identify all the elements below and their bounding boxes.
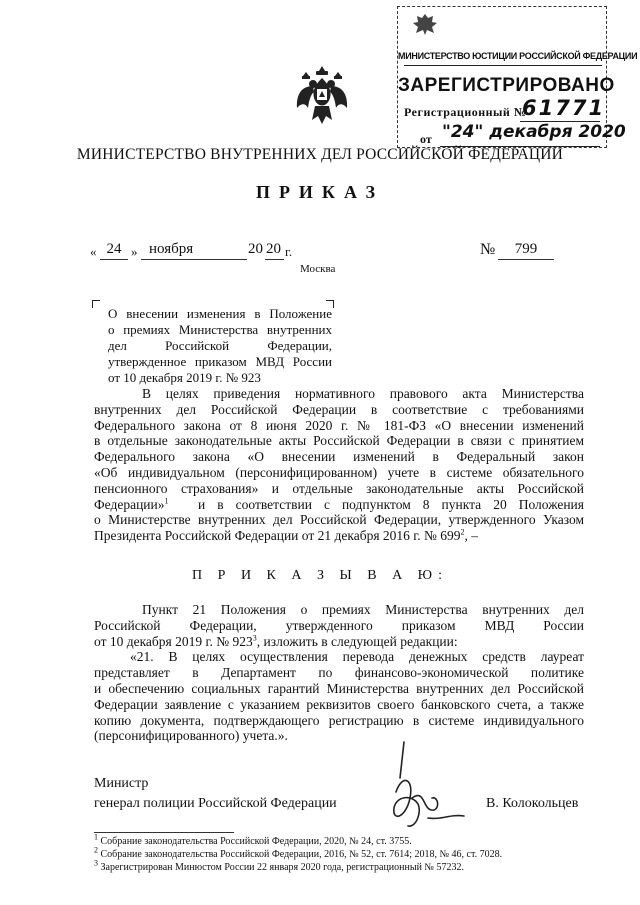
date-day: 24 xyxy=(106,241,122,257)
footnote xyxy=(94,858,464,873)
ministry-name: МИНИСТЕРСТВО ВНУТРЕННИХ ДЕЛ РОССИЙСКОЙ ФЕДЕРАЦИИ xyxy=(76,146,564,163)
preamble-paragraph xyxy=(94,386,584,544)
date-year-suffix: г. xyxy=(285,244,293,259)
order-number: 799 xyxy=(514,241,538,257)
stamp-ministry: МИНИСТЕРСТВО ЮСТИЦИИ РОССИЙСКОЙ ФЕДЕРАЦИИ xyxy=(398,51,638,61)
stamp-date-label: от xyxy=(420,132,432,146)
preamble-fragment xyxy=(94,497,169,513)
stamp-emblem-icon xyxy=(410,11,440,37)
subject-line: о премиях Министерства внутренних xyxy=(108,322,332,337)
footnote-ref: 1 xyxy=(164,496,169,506)
registration-stamp xyxy=(397,6,638,148)
preamble-text: Президента Российской Федерации от 21 декабря 2016 г. № 699 xyxy=(94,528,461,544)
preamble-line: «Об индивидуальном (персонифицированном) учете в системе обязательного xyxy=(94,464,584,480)
preamble-line: о Министерстве внутренних дел Российской Федерации, утвержденного Указом xyxy=(94,512,584,528)
footnote-ref: 2 xyxy=(460,527,465,537)
date-quote-open: « xyxy=(90,244,97,259)
document-type-title: ПРИКАЗ xyxy=(255,182,385,202)
preamble-line: внутренних дел Российской Федерации в соответствие с требованиями xyxy=(94,401,584,417)
subject-corner-top-left xyxy=(92,300,100,308)
order-line xyxy=(94,634,584,650)
preamble-line: Федерального закона от 8 июня 2020 г. № 181-ФЗ «О внесении изменений xyxy=(94,417,584,433)
preamble-line: в отдельные законодательные акты Российской Федерации в связи с принятием xyxy=(94,433,584,449)
order-number-label: № xyxy=(480,241,496,258)
preamble-fragment: и в соответствии с подпунктом 8 пункта 20 Положения xyxy=(198,496,584,512)
preamble-line: В целях приведения нормативного правового акта Министерства xyxy=(142,386,584,401)
footnote xyxy=(94,845,503,860)
order-line: Российской Федерации, утвержденного приказом МВД России xyxy=(94,617,584,633)
signatory-title: Министр xyxy=(94,776,149,791)
footnote-text: Собрание законодательства Российской Федерации, 2016, № 52, ст. 7614; 2018, № 46, ст. 7028. xyxy=(100,849,503,860)
date-quote-close: » xyxy=(131,244,138,259)
stamp-date-value: "24" декабря 2020 xyxy=(442,122,626,142)
date-year-underline xyxy=(265,259,284,260)
quote-line: «21. В целях осуществления перевода денежных средств лауреат xyxy=(130,649,584,665)
order-paragraph xyxy=(94,602,584,744)
quote-line: Федерации заявление с указанием реквизитов своего банковского счета, а также xyxy=(94,696,584,712)
coat-of-arms-icon xyxy=(294,64,350,126)
footnote-text: Собрание законодательства Российской Федерации, 2020, № 24, ст. 3755. xyxy=(100,836,412,847)
preamble-line: Федерального закона «О внесении изменений в Федеральный закон xyxy=(94,449,584,465)
footnote-number: 1 xyxy=(94,832,98,842)
city: Москва xyxy=(300,263,336,275)
date-year: 20 xyxy=(266,241,281,257)
order-text: от 10 декабря 2019 г. № 923 xyxy=(94,633,253,649)
subject-line: дел Российской Федерации, xyxy=(108,338,332,353)
quote-line: представляет в Департамент по финансово-экономической политике xyxy=(94,665,584,681)
footnote-number: 2 xyxy=(94,845,98,855)
footnote-ref: 3 xyxy=(252,633,257,643)
date-month-underline xyxy=(141,259,247,260)
quote-line: копию документа, подтверждающего регистрацию в системе индивидуального xyxy=(94,712,584,728)
order-verb: П Р И К А З Ы В А Ю: xyxy=(192,568,448,583)
signatory-rank: генерал полиции Российской Федерации xyxy=(94,796,337,811)
order-text: , изложить в следующей редакции: xyxy=(256,633,458,649)
subject-line: О внесении изменения в Положение xyxy=(108,306,332,321)
footnote-separator xyxy=(94,832,234,833)
stamp-reg-number: 61771 xyxy=(522,96,606,120)
preamble-text: Федерации» xyxy=(94,496,165,512)
footnote-text: Зарегистрирован Минюстом России 22 января 2020 года, регистрационный № 57232. xyxy=(100,862,464,873)
preamble-line xyxy=(94,528,584,544)
handwritten-signature xyxy=(382,738,478,834)
quote-line: и обеспечению социальных гарантий Министерства внутренних дел Российской xyxy=(94,680,584,696)
quote-line: (персонифицированного) учета.». xyxy=(94,728,288,744)
subject-line: утвержденное приказом МВД России xyxy=(108,354,332,369)
date-month: ноября xyxy=(149,241,194,257)
date-century: 20 xyxy=(248,241,263,257)
signatory-name: В. Колокольцев xyxy=(486,796,579,811)
subject-block xyxy=(108,306,332,386)
order-number-underline xyxy=(498,259,554,260)
stamp-status: ЗАРЕГИСТРИРОВАНО xyxy=(398,75,615,96)
footnote xyxy=(94,832,412,847)
subject-line: от 10 декабря 2019 г. № 923 xyxy=(108,370,261,385)
stamp-reg-label: Регистрационный № xyxy=(404,105,527,119)
preamble-line xyxy=(94,497,584,513)
preamble-text: , – xyxy=(464,528,479,544)
footnote-number: 3 xyxy=(94,858,98,868)
date-day-underline xyxy=(100,259,128,260)
preamble-line: пенсионного страхования» и отдельные законодательные акты Российской xyxy=(94,480,584,496)
stamp-divider xyxy=(404,65,602,66)
order-line: Пункт 21 Положения о премиях Министерства внутренних дел xyxy=(142,602,584,617)
